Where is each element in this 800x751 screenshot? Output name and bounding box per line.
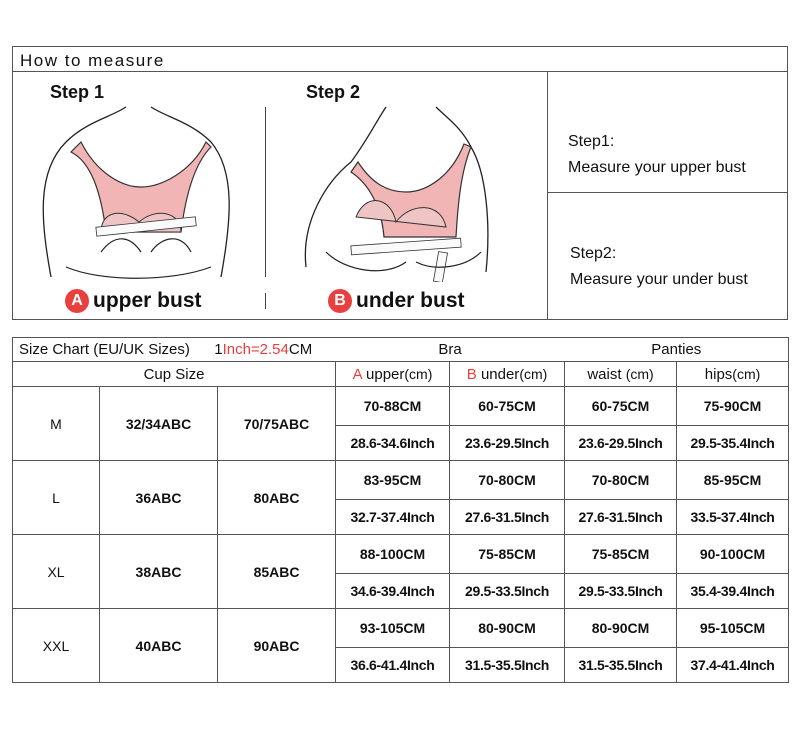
under-inch: 27.6-31.5Inch bbox=[450, 500, 565, 535]
size-label: XL bbox=[13, 535, 100, 609]
step2-title: Step 2 bbox=[306, 82, 361, 102]
under-cm: 60-75CM bbox=[450, 387, 565, 426]
size-label: M bbox=[13, 387, 100, 461]
upper-bust-caption: A upper bust bbox=[65, 289, 202, 313]
band-size: 70/75ABC bbox=[218, 387, 336, 461]
hips-inch: 35.4-39.4Inch bbox=[677, 574, 789, 609]
under-inch: 31.5-35.5Inch bbox=[450, 648, 565, 683]
upper-inch: 36.6-41.4Inch bbox=[336, 648, 450, 683]
size-chart-table bbox=[12, 337, 789, 683]
instruction-step2: Step2: Measure your under bust bbox=[570, 245, 748, 288]
under-cm: 70-80CM bbox=[450, 461, 565, 500]
waist-inch: 31.5-35.5Inch bbox=[565, 648, 677, 683]
waist-header: waist (cm) bbox=[565, 362, 677, 387]
waist-cm: 80-90CM bbox=[565, 609, 677, 648]
upper-cm: 88-100CM bbox=[336, 535, 450, 574]
hips-cm: 85-95CM bbox=[677, 461, 789, 500]
band-size: 85ABC bbox=[218, 535, 336, 609]
panties-label: Panties bbox=[565, 338, 789, 362]
badge-b-icon: B bbox=[328, 289, 352, 313]
waist-inch: 27.6-31.5Inch bbox=[565, 500, 677, 535]
upper-inch: 32.7-37.4Inch bbox=[336, 500, 450, 535]
section-title: How to measure bbox=[13, 47, 787, 72]
upper-bust-illustration bbox=[31, 102, 241, 282]
table-row bbox=[13, 387, 789, 426]
column-header-row bbox=[13, 362, 789, 387]
under-inch: 23.6-29.5Inch bbox=[450, 426, 565, 461]
under-bust-caption: B under bust bbox=[328, 289, 465, 313]
measure-instructions bbox=[547, 72, 788, 320]
step2-panel bbox=[266, 72, 548, 320]
table-row bbox=[13, 609, 789, 648]
waist-cm: 60-75CM bbox=[565, 387, 677, 426]
waist-cm: 75-85CM bbox=[565, 535, 677, 574]
hips-cm: 75-90CM bbox=[677, 387, 789, 426]
hips-inch: 29.5-35.4Inch bbox=[677, 426, 789, 461]
size-chart-title: Size Chart (EU/UK Sizes) 1Inch=2.54CM bbox=[13, 338, 336, 362]
step1-panel bbox=[13, 72, 265, 320]
under-bust-illustration bbox=[296, 102, 506, 282]
waist-cm: 70-80CM bbox=[565, 461, 677, 500]
hips-header: hips(cm) bbox=[677, 362, 789, 387]
under-inch: 29.5-33.5Inch bbox=[450, 574, 565, 609]
cup-size: 40ABC bbox=[100, 609, 218, 683]
table-row bbox=[13, 461, 789, 500]
hips-inch: 37.4-41.4Inch bbox=[677, 648, 789, 683]
waist-inch: 29.5-33.5Inch bbox=[565, 574, 677, 609]
under-header: B under(cm) bbox=[450, 362, 565, 387]
cup-size-header: Cup Size bbox=[13, 362, 336, 387]
hips-inch: 33.5-37.4Inch bbox=[677, 500, 789, 535]
upper-inch: 28.6-34.6Inch bbox=[336, 426, 450, 461]
under-cm: 75-85CM bbox=[450, 535, 565, 574]
waist-inch: 23.6-29.5Inch bbox=[565, 426, 677, 461]
size-label: L bbox=[13, 461, 100, 535]
upper-cm: 83-95CM bbox=[336, 461, 450, 500]
hips-cm: 90-100CM bbox=[677, 535, 789, 574]
cup-size: 36ABC bbox=[100, 461, 218, 535]
upper-cm: 93-105CM bbox=[336, 609, 450, 648]
under-cm: 80-90CM bbox=[450, 609, 565, 648]
instruction-step1: Step1: Measure your upper bust bbox=[548, 72, 788, 193]
how-to-measure-section bbox=[12, 46, 788, 320]
upper-inch: 34.6-39.4Inch bbox=[336, 574, 450, 609]
cup-size: 32/34ABC bbox=[100, 387, 218, 461]
bra-label: Bra bbox=[336, 338, 565, 362]
inch-conversion: 1Inch=2.54CM bbox=[214, 341, 313, 358]
hips-cm: 95-105CM bbox=[677, 609, 789, 648]
band-size: 80ABC bbox=[218, 461, 336, 535]
cup-size: 38ABC bbox=[100, 535, 218, 609]
band-size: 90ABC bbox=[218, 609, 336, 683]
size-label: XXL bbox=[13, 609, 100, 683]
badge-a-icon: A bbox=[65, 289, 89, 313]
table-row bbox=[13, 535, 789, 574]
upper-cm: 70-88CM bbox=[336, 387, 450, 426]
table-header-row bbox=[13, 338, 789, 362]
upper-header: A upper(cm) bbox=[336, 362, 450, 387]
step1-title: Step 1 bbox=[50, 82, 105, 102]
